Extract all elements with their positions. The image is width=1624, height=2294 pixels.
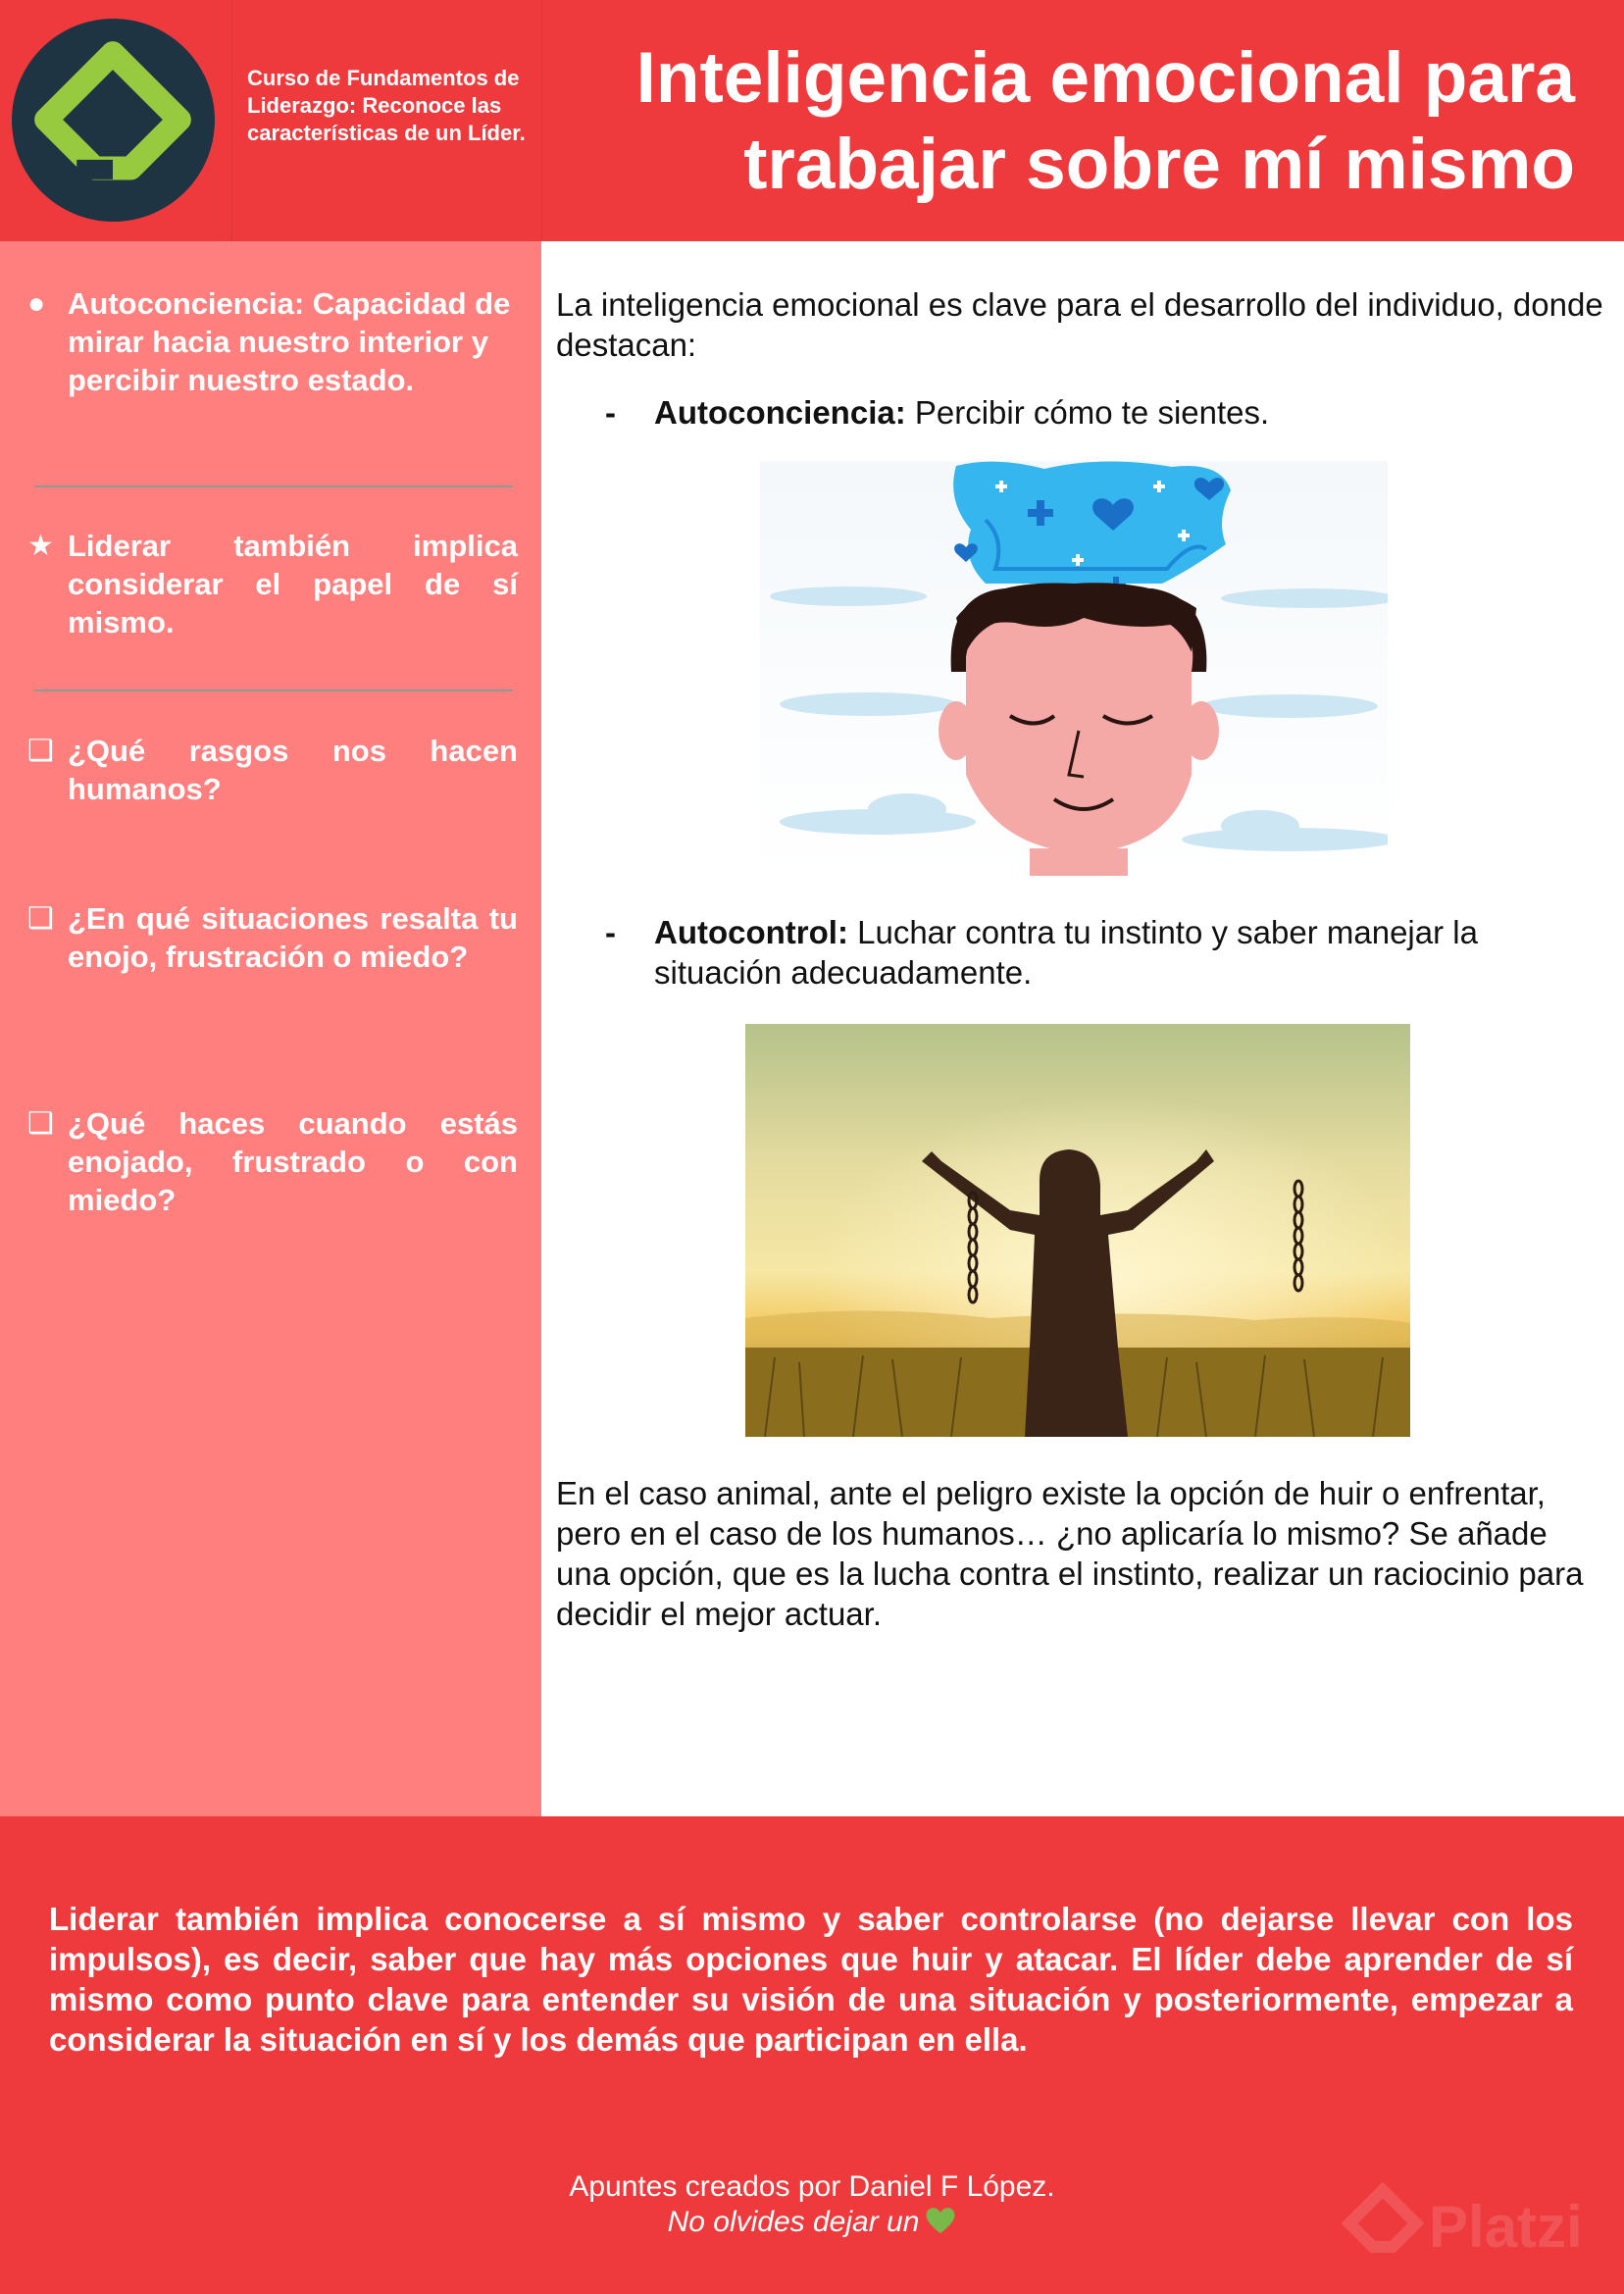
bullet-term: Autocontrol: xyxy=(654,914,848,950)
title-line-1: Inteligencia emocional para xyxy=(635,38,1575,118)
logo-cell xyxy=(0,0,232,241)
bullet-dot-icon: ● xyxy=(27,287,46,320)
bullet-autoconciencia xyxy=(654,392,1596,433)
checkbox-icon: ❑ xyxy=(27,1107,54,1140)
green-heart-icon xyxy=(925,2206,956,2244)
intro-paragraph: La inteligencia emocional es clave para el desarrollo del individuo, donde destacan: xyxy=(556,286,1603,363)
sidebar xyxy=(0,241,541,1816)
sidebar-question-1: ¿Qué rasgos nos hacen humanos? xyxy=(68,734,518,806)
divider xyxy=(34,689,513,691)
freedom-photo xyxy=(745,1024,1410,1437)
title-line-2: trabajar sobre mí mismo xyxy=(743,125,1575,204)
checkbox-icon: ❑ xyxy=(27,735,54,767)
self-awareness-illustration xyxy=(760,461,1388,876)
bullet-term: Autoconciencia: xyxy=(654,394,906,431)
platzi-watermark xyxy=(1339,2179,1603,2268)
closing-paragraph: En el caso animal, ante el peligro existe la opción de huir o enfrentar, pero en el caso de los humanos… ¿no aplicaría lo mismo? Se añade una opción, que es la lucha contra el instinto, realizar un raciocinio para decidir el mejor actuar. xyxy=(556,1475,1584,1632)
sidebar-question-2: ¿En qué situaciones resalta tu enojo, frustración o miedo? xyxy=(68,901,518,974)
footer-summary: Liderar también implica conocerse a sí mismo y saber controlarse (no dejarse llevar con los impulsos), es decir, saber que hay más opciones que huir y atacar. El líder debe aprender de sí mismo como punto clave para entender su visión de una situación y posteriormente, empezar a considerar la situación en sí y los demás que participan en ella. xyxy=(49,1901,1573,2058)
course-name: Curso de Fundamentos de Liderazgo: Reconoce las características de un Líder. xyxy=(247,66,526,145)
credit-reminder-text: No olvides dejar un xyxy=(667,2206,920,2238)
watermark-text: Platzi xyxy=(1429,2194,1583,2260)
bullet-autocontrol xyxy=(654,912,1596,993)
sidebar-definition: Autoconciencia: Capacidad de mirar hacia nuestro interior y percibir nuestro estado. xyxy=(68,286,511,397)
dash-marker: - xyxy=(605,394,616,431)
star-icon: ★ xyxy=(27,530,54,562)
course-cell xyxy=(231,0,542,241)
divider xyxy=(34,485,513,487)
bullet-desc: Luchar contra tu instinto y saber manejar la situación adecuadamente. xyxy=(654,914,1478,991)
footer xyxy=(0,1816,1624,2294)
dash-marker: - xyxy=(605,914,616,950)
sidebar-note: Liderar también implica considerar el papel de sí mismo. xyxy=(68,529,518,639)
page-title xyxy=(549,35,1575,208)
credit-line: Apuntes creados por Daniel F López. xyxy=(569,2170,1055,2203)
checkbox-icon: ❑ xyxy=(27,902,54,935)
sidebar-question-3: ¿Qué haces cuando estás enojado, frustrado o con miedo? xyxy=(68,1106,518,1217)
platzi-logo-icon xyxy=(12,19,215,222)
bullet-desc: Percibir cómo te sientes. xyxy=(905,394,1270,431)
header xyxy=(0,0,1624,241)
